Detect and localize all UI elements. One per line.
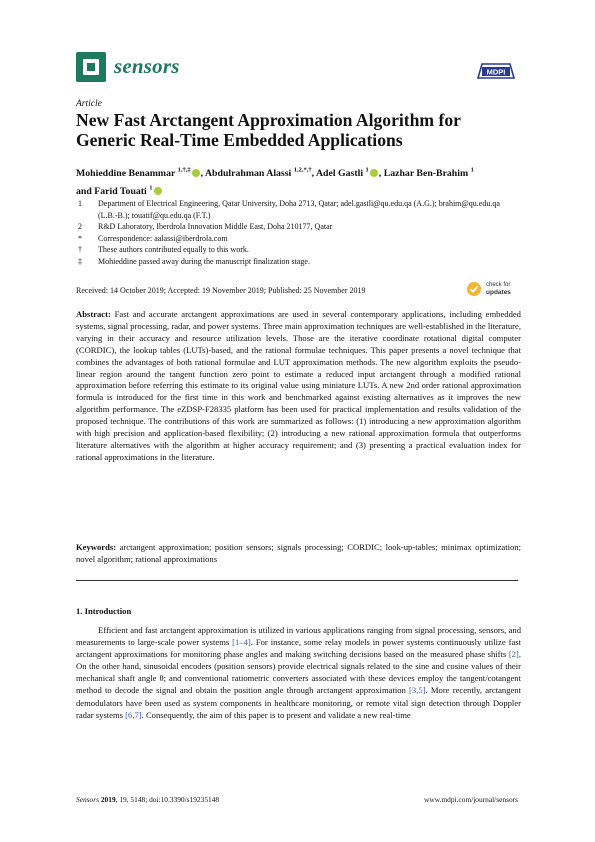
footer-year: 2019: [100, 795, 116, 804]
mdpi-logo-icon: [474, 60, 518, 82]
affiliation-mark: †: [78, 245, 82, 254]
citation-link[interactable]: [3,5]: [409, 685, 426, 696]
keywords-text: arctangent approximation; position sensors; signals processing; CORDIC; look-up-tables; minimax optimization; novel algorithm; rational approximations: [76, 542, 521, 564]
author-name: Lazhar Ben-Brahim: [383, 168, 469, 180]
author: Mohieddine Benammar $^{1,\dagger,\ddagger}$ ,: [76, 167, 204, 180]
check-label-top: check for: [486, 282, 511, 288]
paper-title: New Fast Arctangent Approximation Algorithm for Generic Real-Time Embedded Applications: [76, 110, 461, 150]
author-affiliation-mark: 1,2,*,†: [293, 167, 312, 174]
abstract-text: Fast and accurate arctangent approximations are used in several contemporary applications, including embedded systems, signal processing, radar, and power systems. Three main approximation techniques are well-established in the literature, varying in their accuracy and resource utilization levels. Those are the iterative coordinate rotational digital computer (CORDIC), the lookup tables (LUTs)-based, and the rational formulae techniques. This paper presents a novel technique that combines the advantages of both rational formulae and LUT approximation methods. The new algorithm exploits the pseudo-linear region around the tangent function zero point to estimate a reduced input arctangent through a modified rational approximation before referring this estimate to its original value using miniature LUTs. A new 2nd order rational approximation formula is introduced for the first time in this work and benchmarked against existing alternatives as it improves the new algorithm performance. The eZDSP-F28335 platform has been used for practical implementation and results validation of the proposed technique. The contributions of this work are summarized as follows: (1) introducing a new approximation algorithm with high precision and application-based flexibility; (2) introducing a new rational approximation formula that outperforms literature alternatives with the algorithm at higher accuracy requirement; and (3) presenting a practical evaluation index for rational approximations in the literature.: [76, 309, 521, 462]
citation-link[interactable]: [6,7]: [125, 709, 142, 720]
affiliation-item: [76, 256, 521, 268]
affiliation-mark: 2: [78, 222, 82, 231]
abstract-label: Abstract:: [76, 309, 111, 319]
affiliation-item: [76, 221, 521, 233]
affiliation-text: Department of Electrical Engineering, Qatar University, Doha 2713, Qatar; adel.gastli@qu.edu.qa (A.G.); brahim@qu.edu.qa (L.B.-B.); touatif@qu.edu.qa (F.T.): [98, 199, 500, 220]
section-heading: 1. Introduction: [76, 606, 132, 616]
author-list: [76, 164, 516, 199]
orcid-icon[interactable]: [370, 169, 378, 177]
check-for-updates-button[interactable]: [466, 281, 518, 299]
keywords: [76, 542, 521, 566]
check-updates-icon: [466, 281, 482, 297]
author-affiliation-mark: 1: [365, 167, 369, 174]
author-name: Adel Gastli: [315, 168, 364, 180]
abstract: [76, 309, 521, 464]
check-label-bottom: updates: [486, 289, 511, 296]
footer-citation: [76, 795, 219, 804]
intro-paragraph: Efficient and fast arctangent approximation is utilized in various applications ranging from signal processing, sensors, and measurements to large-scale power systems [1–4]. For instance, some relay models in power systems continuously utilize fast arctangent approximations for monitoring phase angles and making switching decisions based on the measured phase shifts [2]. On the other hand, sinusoidal encoders (position sensors) provide electrical signals related to the sine and cosine values of their mechanical shaft angle θ; and conventional ratiometric converters associated with these devices employ the tangent/cotangent method to decode the signal and obtain the position angle through arctangent approximation [3,5]. More recently, arctangent demodulators have been used as system components in healthcare monitoring, or remote vital sign detection through Doppler radar systems [6,7]. Consequently, the aim of this paper is to present and validate a new real-time: [76, 625, 521, 720]
affiliation-mark: *: [78, 233, 82, 243]
author: [76, 186, 163, 197]
citation-link[interactable]: [2]: [508, 649, 519, 660]
journal-logo-icon: [76, 52, 106, 82]
affiliation-text: Mohieddine passed away during the manuscript finalization stage.: [98, 256, 310, 266]
author-name: and Farid Touati: [76, 185, 147, 197]
affiliation-text: These authors contributed equally to this work.: [98, 245, 249, 254]
affiliations: [76, 198, 521, 267]
section-divider: [76, 580, 518, 581]
footer-doi: , 19, 5148; doi:10.3390/s19235148: [115, 795, 220, 804]
author: [384, 168, 474, 179]
orcid-icon[interactable]: [154, 187, 162, 195]
affiliation-text: R&D Laboratory, Iberdrola Innovation Middle East, Doha 210177, Qatar: [98, 222, 333, 231]
author-affiliation-mark: 1,†,‡: [177, 167, 191, 174]
publication-dates: Received: 14 October 2019; Accepted: 19 November 2019; Published: 25 November 2019: [76, 286, 366, 295]
affiliation-item: [76, 233, 521, 245]
journal-name: sensors: [114, 54, 180, 78]
author-name: Abdulrahman Alassi: [204, 168, 292, 180]
affiliation-item: [76, 244, 521, 256]
keywords-label: Keywords:: [76, 542, 117, 552]
publisher-name: MDPI: [486, 67, 506, 77]
affiliation-item: [76, 198, 521, 221]
footer-url[interactable]: www.mdpi.com/journal/sensors: [424, 795, 518, 804]
orcid-icon[interactable]: [192, 169, 200, 177]
author-affiliation-mark: 1: [149, 184, 153, 192]
footer-journal: Sensors: [76, 795, 99, 804]
affiliation-mark: 1: [78, 199, 82, 208]
citation-link[interactable]: [1–4]: [232, 637, 251, 648]
article-type: Article: [76, 99, 102, 109]
author: Abdulrahman Alassi $^{1,2,*,\dagger}$,: [204, 167, 315, 180]
author-affiliation-mark: 1: [470, 167, 474, 174]
affiliation-mark: ‡: [78, 256, 82, 266]
author-name: Mohieddine Benammar: [76, 168, 176, 180]
author: Adel Gastli $^1$ ,: [315, 167, 382, 180]
affiliation-text: Correspondence: aalassi@iberdrola.com: [98, 233, 228, 243]
